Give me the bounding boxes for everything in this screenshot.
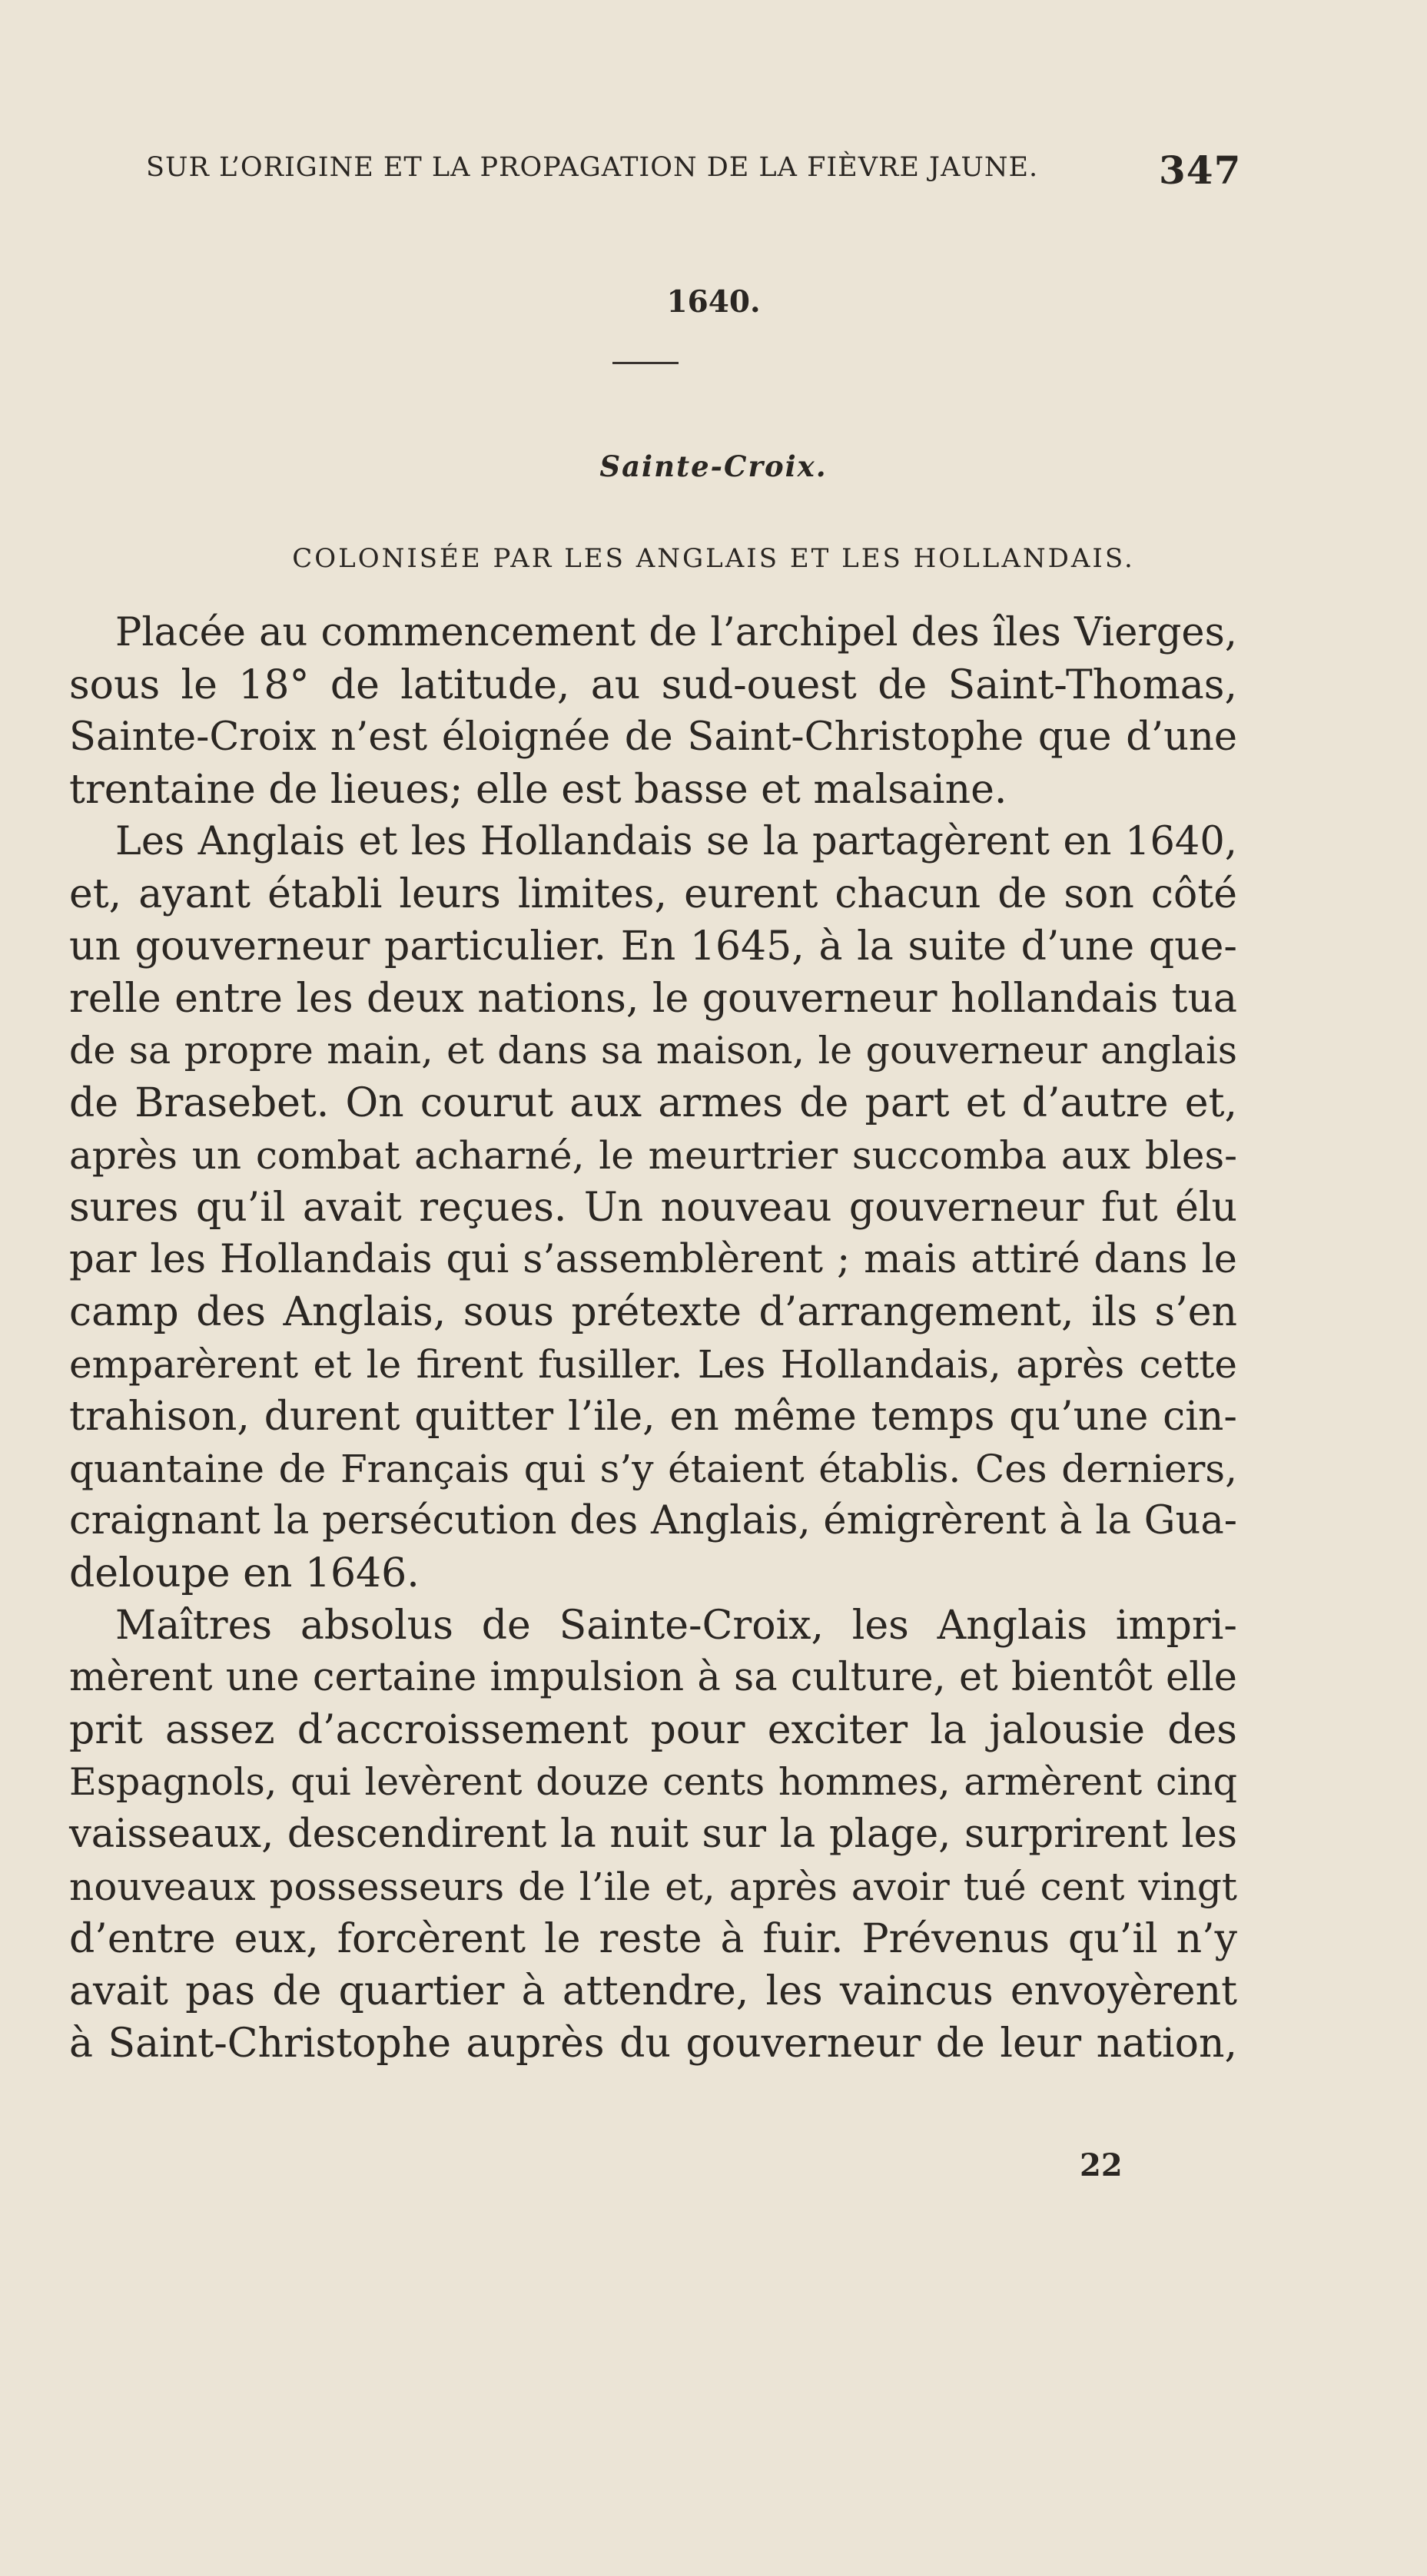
text-line: de sa propre main, et dans sa maison, le gouverneur anglais — [69, 1029, 1237, 1073]
section-title: Sainte-Croix. — [599, 449, 828, 483]
text-line: Maîtres absolus de Sainte-Croix, les Anglais impri- — [115, 1603, 1237, 1649]
text-line: mèrent une certaine impulsion à sa culture, et bientôt elle — [69, 1655, 1237, 1700]
section-subtitle: COLONISÉE PAR LES ANGLAIS ET LES HOLLANDAIS. — [292, 543, 1135, 574]
page-number: 347 — [1159, 148, 1242, 193]
text-line: deloupe en 1646. — [69, 1550, 420, 1596]
text-line: d’entre eux, forcèrent le reste à fuir. Prévenus qu’il n’y — [69, 1916, 1237, 1962]
text-line: à Saint-Christophe auprès du gouverneur de leur nation, — [69, 2021, 1237, 2067]
text-line: trentaine de lieues; elle est basse et malsaine. — [69, 767, 1007, 813]
text-line: un gouverneur particulier. En 1645, à la suite d’une que- — [69, 923, 1237, 970]
text-line: après un combat acharné, le meurtrier succomba aux bles- — [69, 1133, 1237, 1178]
text-line: sures qu’il avait reçues. Un nouveau gouverneur fut élu — [69, 1185, 1237, 1231]
separator-rule — [612, 362, 679, 364]
body-text — [69, 607, 1237, 2070]
text-line: quantaine de Français qui s’y étaient établis. Ces derniers, — [69, 1447, 1237, 1491]
running-title: SUR L’ORIGINE ET LA PROPAGATION DE LA FIÈVRE JAUNE. — [146, 152, 1039, 183]
text-line: Placée au commencement de l’archipel des îles Vierges, — [115, 610, 1237, 655]
text-line: relle entre les deux nations, le gouverneur hollandais tua — [69, 976, 1237, 1022]
text-line: camp des Anglais, sous prétexte d’arrangement, ils s’en — [69, 1289, 1237, 1335]
running-header — [146, 148, 1253, 193]
text-line: emparèrent et le firent fusiller. Les Hollandais, après cette — [69, 1342, 1237, 1387]
text-line: et, ayant établi leurs limites, eurent chacun de son côté — [69, 871, 1237, 917]
text-line: nouveaux possesseurs de l’ile et, après avoir tué cent vingt — [69, 1865, 1237, 1909]
text-line: Les Anglais et les Hollandais se la partagèrent en 1640, — [115, 819, 1237, 864]
text-line: vaisseaux, descendirent la nuit sur la plage, surprirent les — [69, 1812, 1237, 1857]
text-line: sous le 18° de latitude, au sud-ouest de Saint-Thomas, — [69, 662, 1237, 708]
text-line: avait pas de quartier à attendre, les vaincus envoyèrent — [69, 1968, 1237, 2014]
signature-mark: 22 — [1080, 2147, 1123, 2183]
text-line: trahison, durent quitter l’ile, en même temps qu’une cin- — [69, 1394, 1237, 1440]
text-line: Espagnols, qui levèrent douze cents hommes, armèrent cinq — [69, 1760, 1237, 1804]
text-line: Sainte-Croix n’est éloignée de Saint-Christophe que d’une — [69, 714, 1237, 760]
text-line: de Brasebet. On courut aux armes de part et d’autre et, — [69, 1080, 1237, 1126]
section-year: 1640. — [666, 284, 761, 320]
text-line: par les Hollandais qui s’assemblèrent ; mais attiré dans le — [69, 1237, 1237, 1282]
text-line: craignant la persécution des Anglais, émigrèrent à la Gua- — [69, 1498, 1237, 1543]
text-line: prit assez d’accroissement pour exciter la jalousie des — [69, 1707, 1237, 1753]
